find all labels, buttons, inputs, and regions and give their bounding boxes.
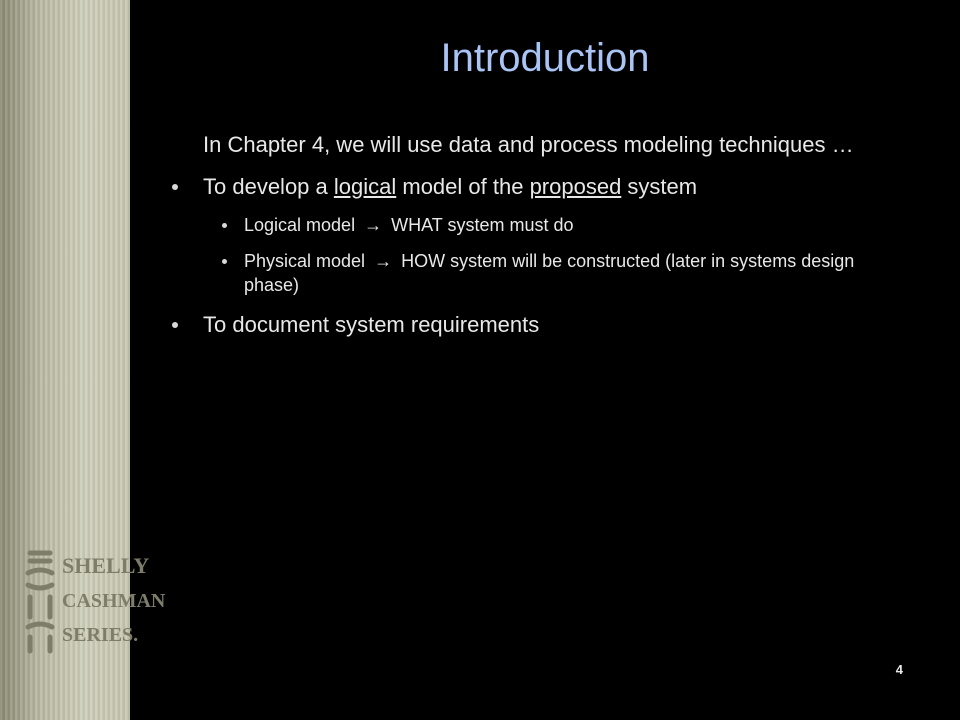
bullet-text-proposed: proposed (529, 174, 622, 199)
subbullet-dot-icon (222, 223, 227, 228)
bullet-text-logical: logical (333, 174, 397, 199)
slide-content (203, 130, 883, 339)
slide-title: Introduction (440, 36, 650, 80)
subbullet-dot-icon (222, 259, 227, 264)
subbullet-left: Logical model (244, 215, 356, 235)
right-arrow-icon: → (364, 215, 383, 235)
bullet-text-mid: model of the (396, 174, 530, 199)
decorative-sidebar (0, 0, 166, 720)
subbullet-right: HOW system will be constructed (later in systems design phase) (244, 251, 855, 295)
subbullet-right: WHAT system must do (391, 215, 574, 235)
subbullet-left: Physical model (244, 251, 366, 271)
bullet-dot-icon (172, 184, 178, 190)
bullet-text: To document system requirements (203, 312, 540, 337)
subbullet-logical-model (244, 213, 883, 237)
bullet-dot-icon (172, 322, 178, 328)
logo-line-shelly: SHELLY (62, 553, 150, 578)
bullet-logical-model (203, 172, 883, 201)
shelly-cashman-logo-icon (18, 545, 166, 657)
right-arrow-icon: → (374, 251, 393, 271)
logo-line-series: SERIES. (62, 624, 139, 646)
bullet-text-post: system (621, 174, 698, 199)
logo-line-cashman: CASHMAN (62, 590, 166, 612)
subbullet-physical-model (244, 249, 883, 297)
bullet-document-requirements (203, 310, 883, 339)
intro-paragraph: In Chapter 4, we will use data and process modeling techniques … (203, 132, 854, 157)
slide (130, 0, 960, 720)
bullet-text-pre: To develop a (203, 174, 334, 199)
page-number: 4 (895, 662, 903, 677)
